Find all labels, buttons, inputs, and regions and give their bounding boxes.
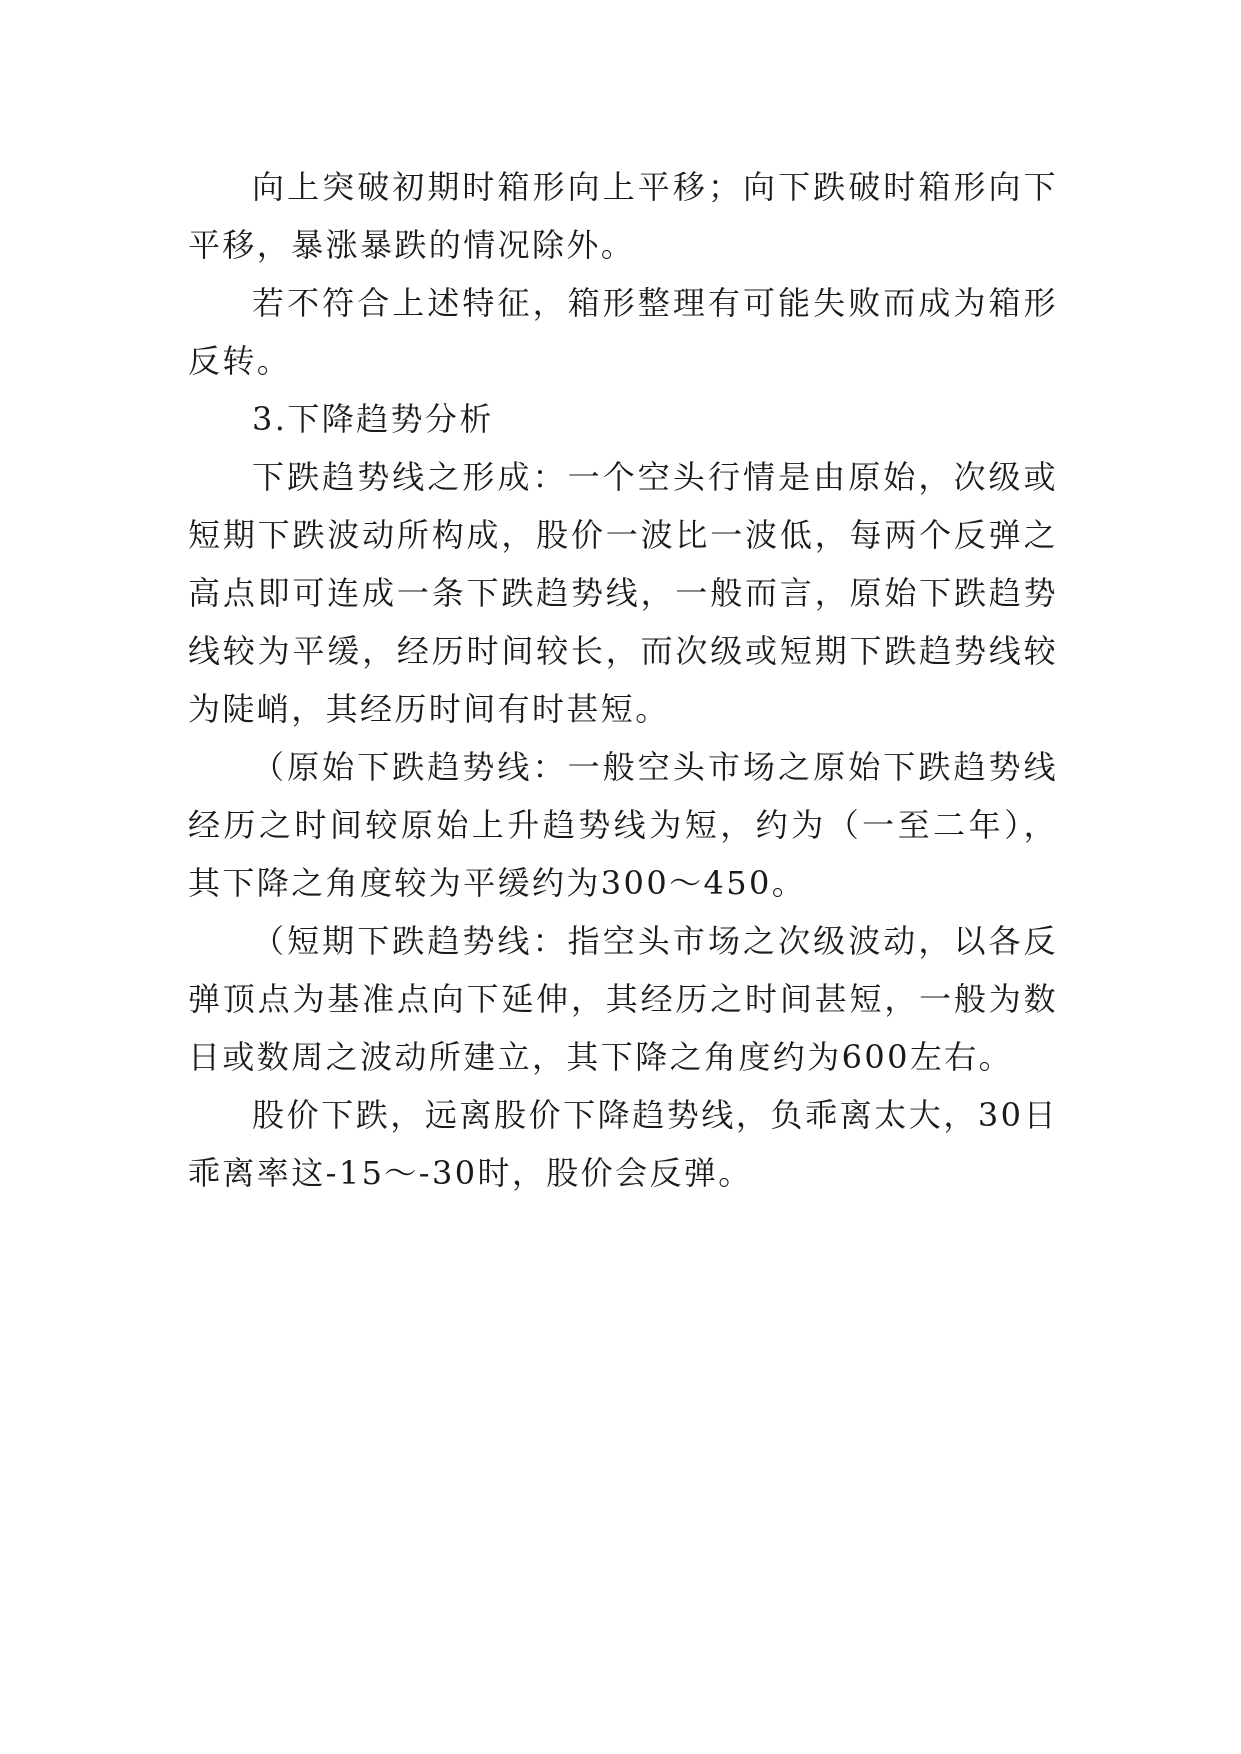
- paragraph-box-reversal: 若不符合上述特征，箱形整理有可能失败而成为箱形反转。: [188, 284, 1058, 380]
- document-page: [188, 158, 1058, 1202]
- paragraph-primary-downtrend: （原始下跌趋势线：一般空头市场之原始下跌趋势线经历之时间较原始上升趋势线为短，约为（一至二年），其下降之角度较为平缓约为300～450。: [188, 748, 1058, 902]
- paragraph-box-translation: 向上突破初期时箱形向上平移；向下跌破时箱形向下平移，暴涨暴跌的情况除外。: [188, 168, 1058, 264]
- section-heading-downtrend: 3.下降趋势分析: [252, 400, 494, 438]
- paragraph-short-term-downtrend: （短期下跌趋势线：指空头市场之次级波动，以各反弹顶点为基准点向下延伸，其经历之时间甚短，一般为数日或数周之波动所建立，其下降之角度约为600左右。: [188, 922, 1058, 1076]
- paragraph-rebound: 股价下跌，远离股价下降趋势线，负乖离太大，30日乖离率这-15～-30时，股价会反弹。: [188, 1096, 1058, 1192]
- paragraph-downtrend-formation: 下跌趋势线之形成：一个空头行情是由原始，次级或短期下跌波动所构成，股价一波比一波低，每两个反弹之高点即可连成一条下跌趋势线，一般而言，原始下跌趋势线较为平缓，经历时间较长，而次级或短期下跌趋势线较为陡峭，其经历时间有时甚短。: [188, 458, 1058, 728]
